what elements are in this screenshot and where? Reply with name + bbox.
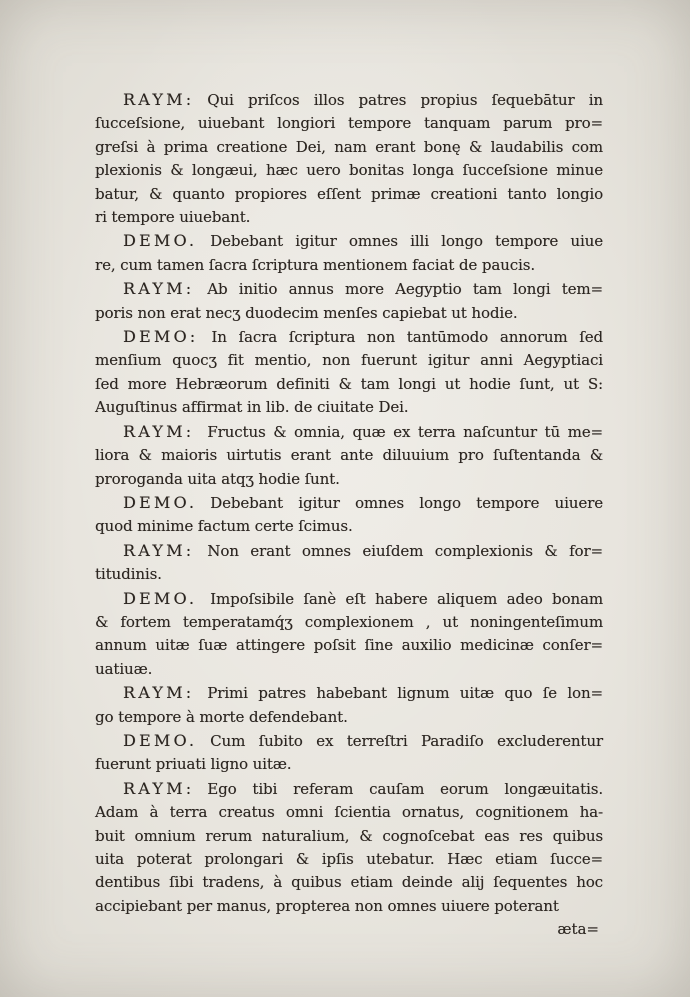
- text-line: quod minime factum certe ſcimus.: [95, 517, 353, 536]
- text-line: poris non erat necʒ duodecim menſes capiebat ut hodie.: [95, 303, 518, 322]
- speaker-label: DEMO.: [123, 588, 198, 608]
- line-text: Fructus & omnia, quæ ex terra naſcuntur tū me=: [207, 422, 603, 441]
- line-text: Non erant omnes eiuſdem complexionis & for=: [207, 541, 603, 560]
- line-text: Impoſsibile ſanè eſt habere aliquem adeo bonam: [210, 589, 603, 608]
- text-line: liora & maioris uirtutis erant ante diluuium pro ſuſtentanda &: [95, 446, 603, 465]
- text-line: [95, 729, 603, 753]
- speaker-label: RAYM:: [123, 279, 195, 299]
- dialogue-paragraph: [95, 325, 603, 420]
- dialogue-paragraph: [95, 277, 603, 325]
- text-line: [95, 420, 603, 444]
- line-text: Debebant igitur omnes longo tempore uiuere: [210, 493, 603, 512]
- text-line: ſucceſsione, uiuebant longiori tempore tanquam parum pro=: [95, 114, 603, 133]
- line-text: Qui priſcos illos patres propius ſequebātur in: [207, 91, 603, 109]
- line-text: Ego tibi referam cauſam eorum longæuitatis.: [207, 779, 603, 798]
- line-text: In ſacra ſcriptura non tantūmodo annorum ſed: [211, 328, 603, 347]
- text-line: titudinis.: [95, 565, 162, 584]
- dialogue-paragraph: [95, 420, 603, 491]
- text-line: plexionis & longæui, hæc uero bonitas longa ſucceſsione minue: [95, 161, 603, 180]
- text-line: [95, 681, 603, 705]
- text-line: & fortem temperatamq́ʒ complexionem , ut noningenteſimum: [95, 612, 603, 631]
- speaker-label: RAYM:: [123, 421, 195, 441]
- text-line: [95, 539, 603, 563]
- text-line: [95, 277, 603, 301]
- text-line: Auguſtinus affirmat in lib. de ciuitate Dei.: [95, 398, 409, 417]
- text-line: Adam à terra creatus omni ſcientia ornatus, cognitionem ha-: [95, 803, 603, 822]
- text-line: [95, 229, 603, 253]
- speaker-label: RAYM:: [123, 778, 195, 798]
- text-line: uita poterat prolongari & ipſis utebatur. Hæc etiam ſucce=: [95, 850, 603, 868]
- text-line: fuerunt priuati ligno uitæ.: [95, 755, 292, 774]
- dialogue-paragraph: [95, 229, 603, 277]
- speaker-label: DEMO.: [123, 730, 198, 750]
- text-line: accipiebant per manus, propterea non omnes uiuere poterant: [95, 896, 559, 915]
- text-line: dentibus ſibi tradens, à quibus etiam deinde alij ſequentes hoc: [95, 873, 603, 892]
- dialogue-paragraph: [95, 539, 603, 587]
- line-text: Ab initio annus more Aegyptio tam longi tem=: [207, 280, 603, 299]
- line-text: Cum ſubito ex terreſtri Paradiſo excluderentur: [210, 731, 603, 750]
- text-block: [95, 88, 603, 942]
- text-line: proroganda uita atqʒ hodie ſunt.: [95, 469, 340, 488]
- text-line: annum uitæ ſuæ attingere poſsit ſine auxilio medicinæ conſer=: [95, 636, 603, 655]
- dialogue-paragraph: [95, 729, 603, 777]
- text-line: [95, 325, 603, 349]
- dialogue-paragraph: [95, 587, 603, 682]
- speaker-label: DEMO.: [123, 231, 198, 251]
- dialogue-paragraph: [95, 491, 603, 539]
- text-line: re, cum tamen ſacra ſcriptura mentionem faciat de paucis.: [95, 255, 536, 274]
- text-line: [95, 491, 603, 515]
- speaker-label: RAYM:: [123, 90, 195, 109]
- text-line: [95, 777, 603, 801]
- text-line: [95, 88, 603, 112]
- dialogue-paragraph: [95, 777, 603, 918]
- text-line: batur, & quanto propiores eſſent primæ creationi tanto longio: [95, 184, 603, 203]
- speaker-label: RAYM:: [123, 540, 195, 560]
- speaker-label: DEMO.: [123, 492, 198, 512]
- line-text: Primi patres habebant lignum uitæ quo ſe lon=: [207, 684, 603, 703]
- dialogue-paragraph: [95, 88, 603, 229]
- text-line: buit omnium rerum naturalium, & cognoſcebat eas res quibus: [95, 826, 603, 845]
- text-line: go tempore à morte defendebant.: [95, 707, 348, 726]
- dialogue-paragraph: [95, 681, 603, 729]
- text-line: [95, 587, 603, 611]
- line-text: Debebant igitur omnes illi longo tempore uiue: [210, 232, 603, 251]
- text-line: uatiuæ.: [95, 659, 153, 678]
- text-line: greſsi à prima creatione Dei, nam erant bonę & laudabilis com: [95, 137, 603, 156]
- speaker-label: RAYM:: [123, 683, 195, 703]
- speaker-label: DEMO:: [123, 327, 199, 347]
- catchword: æta=: [557, 920, 599, 939]
- text-line: ſed more Hebræorum definiti & tam longi ut hodie ſunt, ut S:: [95, 374, 603, 393]
- text-line: menſium quocʒ fit mentio, non fuerunt igitur anni Aegyptiaci: [95, 351, 603, 370]
- text-line: ri tempore uiuebant.: [95, 208, 251, 227]
